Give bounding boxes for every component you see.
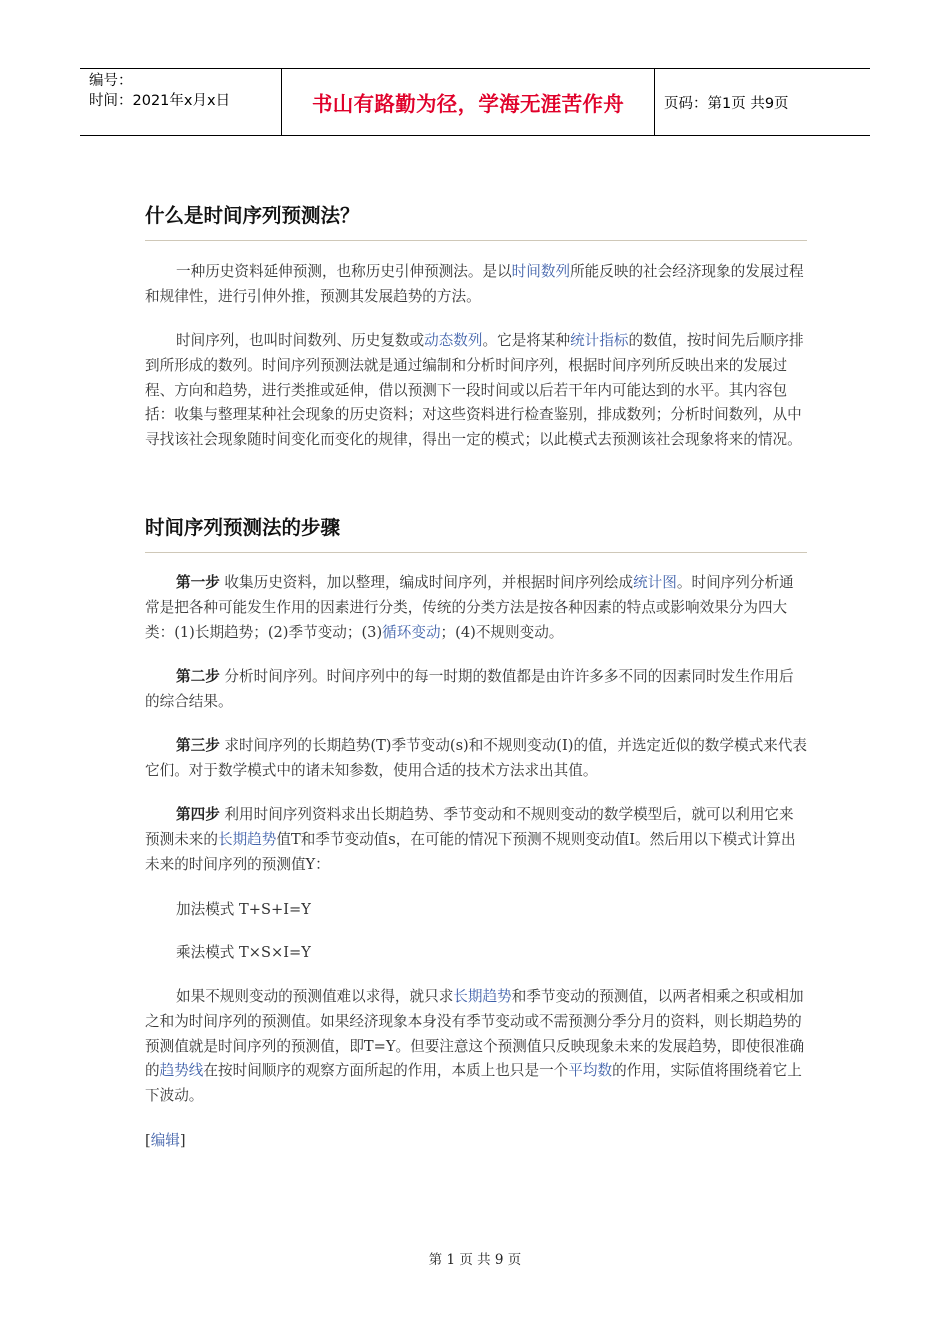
paragraph-time-series: 时间序列，也叫时间数列、历史复数或动态数列。它是将某种统计指标的数值，按时间先后顺序排到所形成的数列。时间序列预测法就是通过编制和分析时间序列，根据时间序列所反映出来的发展过程、方向和趋势，进行类推或延伸，借以预测下一段时间或以后若干年内可能达到的水平。其内容包括：收集与整理某种社会现象的历史资料；对这些资料进行检查鉴别，排成数列；分析时间数列，从中寻找该社会现象随时间变化而变化的规律，得出一定的模式；以此模式去预测该社会现象将来的情况。 bbox=[145, 332, 804, 449]
link-long-term-trend-2[interactable]: 长期趋势 bbox=[453, 988, 512, 1005]
step-1-label: 第一步 bbox=[176, 574, 220, 591]
link-statistical-indicator[interactable]: 统计指标 bbox=[570, 332, 629, 349]
step-4-label: 第四步 bbox=[176, 806, 220, 823]
edit-link[interactable]: 编辑 bbox=[150, 1132, 180, 1149]
header-motto bbox=[282, 69, 655, 135]
page-label: 页码：第1页 共9页 bbox=[664, 95, 789, 112]
page-footer: 第 1 页 共 9 页 bbox=[428, 1252, 522, 1268]
step-3-label: 第三步 bbox=[176, 737, 220, 754]
link-time-series[interactable]: 时间数列 bbox=[511, 263, 571, 280]
edit-section: [编辑] bbox=[145, 1132, 186, 1149]
section-title-steps: 时间序列预测法的步骤 bbox=[145, 512, 807, 553]
header-table bbox=[80, 68, 870, 136]
header-meta bbox=[80, 69, 282, 135]
date-label: 时间：2021年x月x日 bbox=[89, 93, 231, 109]
paragraph-definition: 一种历史资料延伸预测，也称历史引伸预测法。是以时间数列所能反映的社会经济现象的发展过程和规律性，进行引伸外推，预测其发展趋势的方法。 bbox=[145, 263, 804, 305]
header-page bbox=[655, 69, 870, 135]
paragraph-conclusion: 如果不规则变动的预测值难以求得，就只求长期趋势和季节变动的预测值，以两者相乘之积或相加之和为时间序列的预测值。如果经济现象本身没有季节变动或不需预测分季分月的资料，则长期趋势的预测值就是时间序列的预测值，即T=Y。但要注意这个预测值只反映现象未来的发展趋势，即使很准确的趋势线在按时间顺序的观察方面所起的作用，本质上也只是一个平均数的作用，实际值将围绕着它上下波动。 bbox=[145, 988, 805, 1105]
link-average[interactable]: 平均数 bbox=[568, 1062, 613, 1080]
section-title-what: 什么是时间序列预测法？ bbox=[145, 200, 807, 241]
link-statistical-chart[interactable]: 统计图 bbox=[633, 574, 677, 591]
motto-text: 书山有路勤为径，学海无涯苦作舟 bbox=[312, 92, 624, 116]
link-cyclical-variation[interactable]: 循环变动 bbox=[382, 623, 441, 641]
step-3: 第三步 求时间序列的长期趋势(T)季节变动(s)和不规则变动(I)的值，并选定近似的数学模式来代表它们。对于数学模式中的诸未知参数，使用合适的技术方法求出其值。 bbox=[145, 737, 807, 779]
link-trend-line[interactable]: 趋势线 bbox=[159, 1062, 204, 1080]
formula-additive: 加法模式 T+S+I=Y bbox=[176, 901, 311, 918]
step-2: 第二步 分析时间序列。时间序列中的每一时期的数值都是由许许多多不同的因素同时发生作用后的综合结果。 bbox=[145, 668, 794, 710]
number-label: 编号： bbox=[89, 73, 133, 89]
step-2-label: 第二步 bbox=[176, 668, 220, 685]
formula-multiplicative: 乘法模式 T×S×I=Y bbox=[176, 944, 311, 961]
link-dynamic-series[interactable]: 动态数列 bbox=[424, 332, 483, 349]
step-1: 第一步 收集历史资料，加以整理，编成时间序列，并根据时间序列绘成统计图。时间序列分析通常是把各种可能发生作用的因素进行分类，传统的分类方法是按各种因素的特点或影响效果分为四大类：(1)长期趋势；(2)季节变动；(3)循环变动；(4)不规则变动。 bbox=[145, 574, 794, 641]
link-long-term-trend[interactable]: 长期趋势 bbox=[217, 830, 277, 848]
step-4: 第四步 利用时间序列资料求出长期趋势、季节变动和不规则变动的数学模型后，就可以利用它来预测未来的长期趋势值T和季节变动值s，在可能的情况下预测不规则变动值I。然后用以下模式计算出未来的时间序列的预测值Y： bbox=[145, 806, 796, 873]
